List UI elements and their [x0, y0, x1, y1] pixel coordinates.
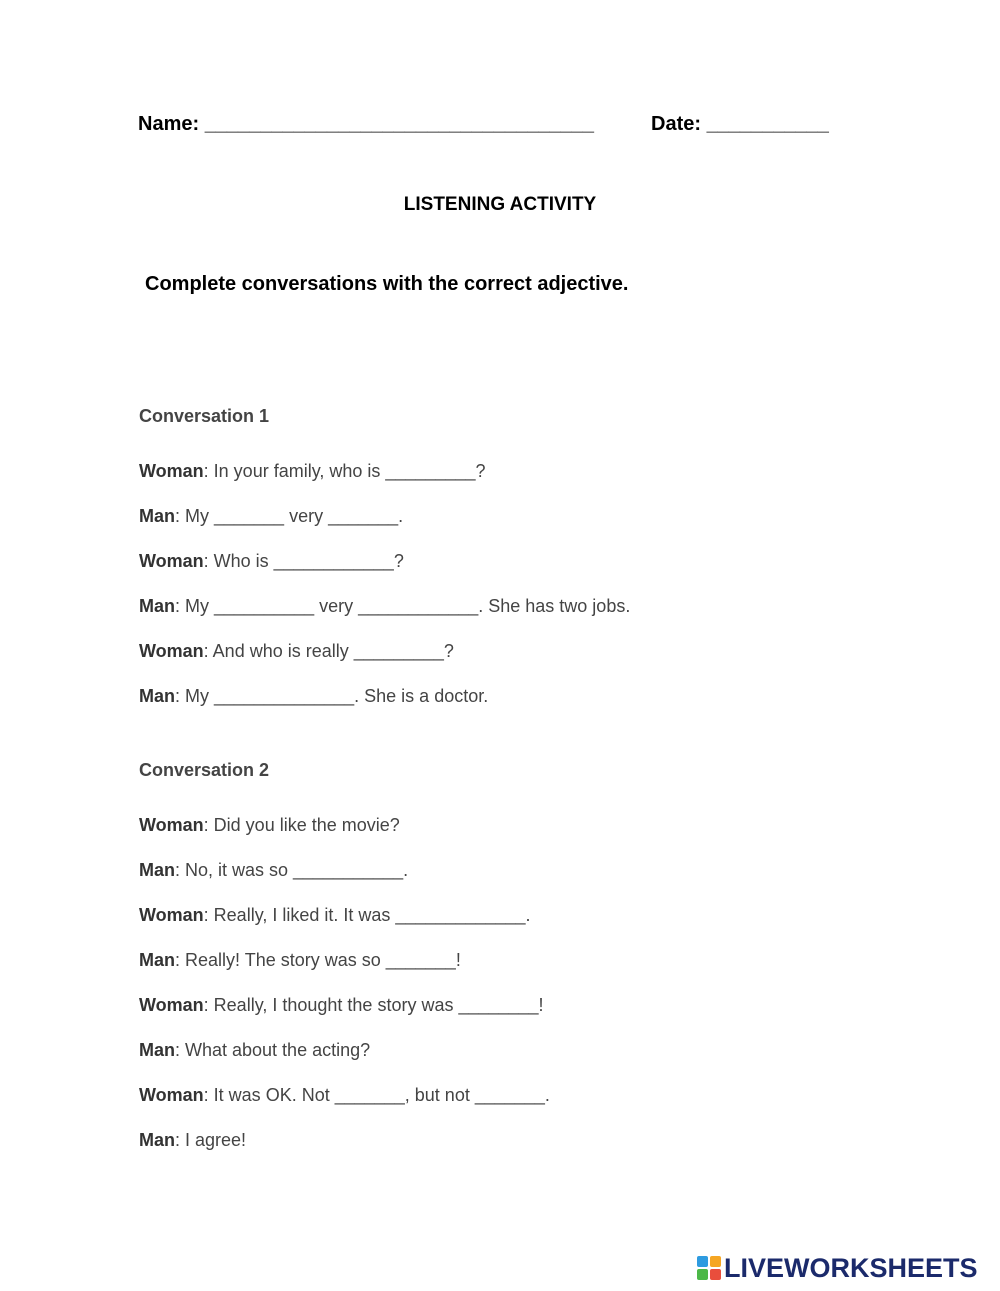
- instruction-text: Complete conversations with the correct adjective.: [145, 273, 629, 295]
- speaker-label: Woman: [139, 905, 204, 925]
- line-text: : My __________ very ____________. She has two jobs.: [175, 596, 631, 616]
- line-text: : Really! The story was so _______!: [175, 950, 461, 970]
- line-text: : My _______ very _______.: [175, 506, 404, 526]
- logo-text: LIVEWORKSHEETS: [724, 1252, 978, 1283]
- line-text: : I agree!: [175, 1130, 247, 1150]
- date-field-label: Date: ___________: [651, 113, 829, 135]
- conversation-2-line: [139, 995, 544, 1016]
- conversation-1-line: [139, 596, 630, 617]
- line-text: : It was OK. Not _______, but not _______.: [203, 1085, 550, 1105]
- logo-blocks-icon: [697, 1256, 721, 1280]
- conversation-2-line: [139, 1040, 370, 1061]
- name-field-label: Name: ___________________________________: [138, 113, 594, 135]
- conversation-2-line: [139, 1085, 550, 1106]
- line-text: : And who is really _________?: [203, 641, 454, 661]
- conversation-2-line: [139, 860, 408, 881]
- logo-block: [710, 1256, 721, 1267]
- line-text: : My ______________. She is a doctor.: [175, 686, 489, 706]
- speaker-label: Woman: [139, 641, 204, 661]
- conversation-1-heading: Conversation 1: [139, 406, 270, 426]
- speaker-label: Woman: [139, 551, 204, 571]
- conversation-2-line: [139, 1130, 246, 1151]
- speaker-label: Man: [139, 950, 175, 970]
- conversation-2-heading: Conversation 2: [139, 760, 270, 780]
- logo-block: [697, 1269, 708, 1280]
- speaker-label: Man: [139, 1130, 175, 1150]
- page-title: LISTENING ACTIVITY: [403, 194, 597, 215]
- conversation-1-line: [139, 551, 404, 572]
- line-text: : No, it was so ___________.: [175, 860, 409, 880]
- speaker-label: Woman: [139, 461, 204, 481]
- speaker-label: Woman: [139, 815, 204, 835]
- line-text: : Really, I liked it. It was _____________.: [203, 905, 531, 925]
- conversation-1-line: [139, 461, 486, 482]
- line-text: : In your family, who is _________?: [203, 461, 486, 481]
- line-text: : Really, I thought the story was ________!: [203, 995, 544, 1015]
- logo-block: [710, 1269, 721, 1280]
- conversation-1-line: [139, 641, 454, 662]
- conversation-2-line: [139, 950, 461, 971]
- speaker-label: Woman: [139, 995, 204, 1015]
- liveworksheets-logo: [697, 1253, 978, 1283]
- conversation-1-line: [139, 686, 488, 707]
- speaker-label: Man: [139, 686, 175, 706]
- conversation-2-line: [139, 815, 400, 836]
- line-text: : Did you like the movie?: [203, 815, 400, 835]
- line-text: : Who is ____________?: [203, 551, 404, 571]
- conversation-2-line: [139, 905, 531, 926]
- speaker-label: Man: [139, 506, 175, 526]
- speaker-label: Man: [139, 596, 175, 616]
- speaker-label: Woman: [139, 1085, 204, 1105]
- line-text: : What about the acting?: [175, 1040, 371, 1060]
- conversation-1-line: [139, 506, 403, 527]
- logo-block: [697, 1256, 708, 1267]
- speaker-label: Man: [139, 1040, 175, 1060]
- speaker-label: Man: [139, 860, 175, 880]
